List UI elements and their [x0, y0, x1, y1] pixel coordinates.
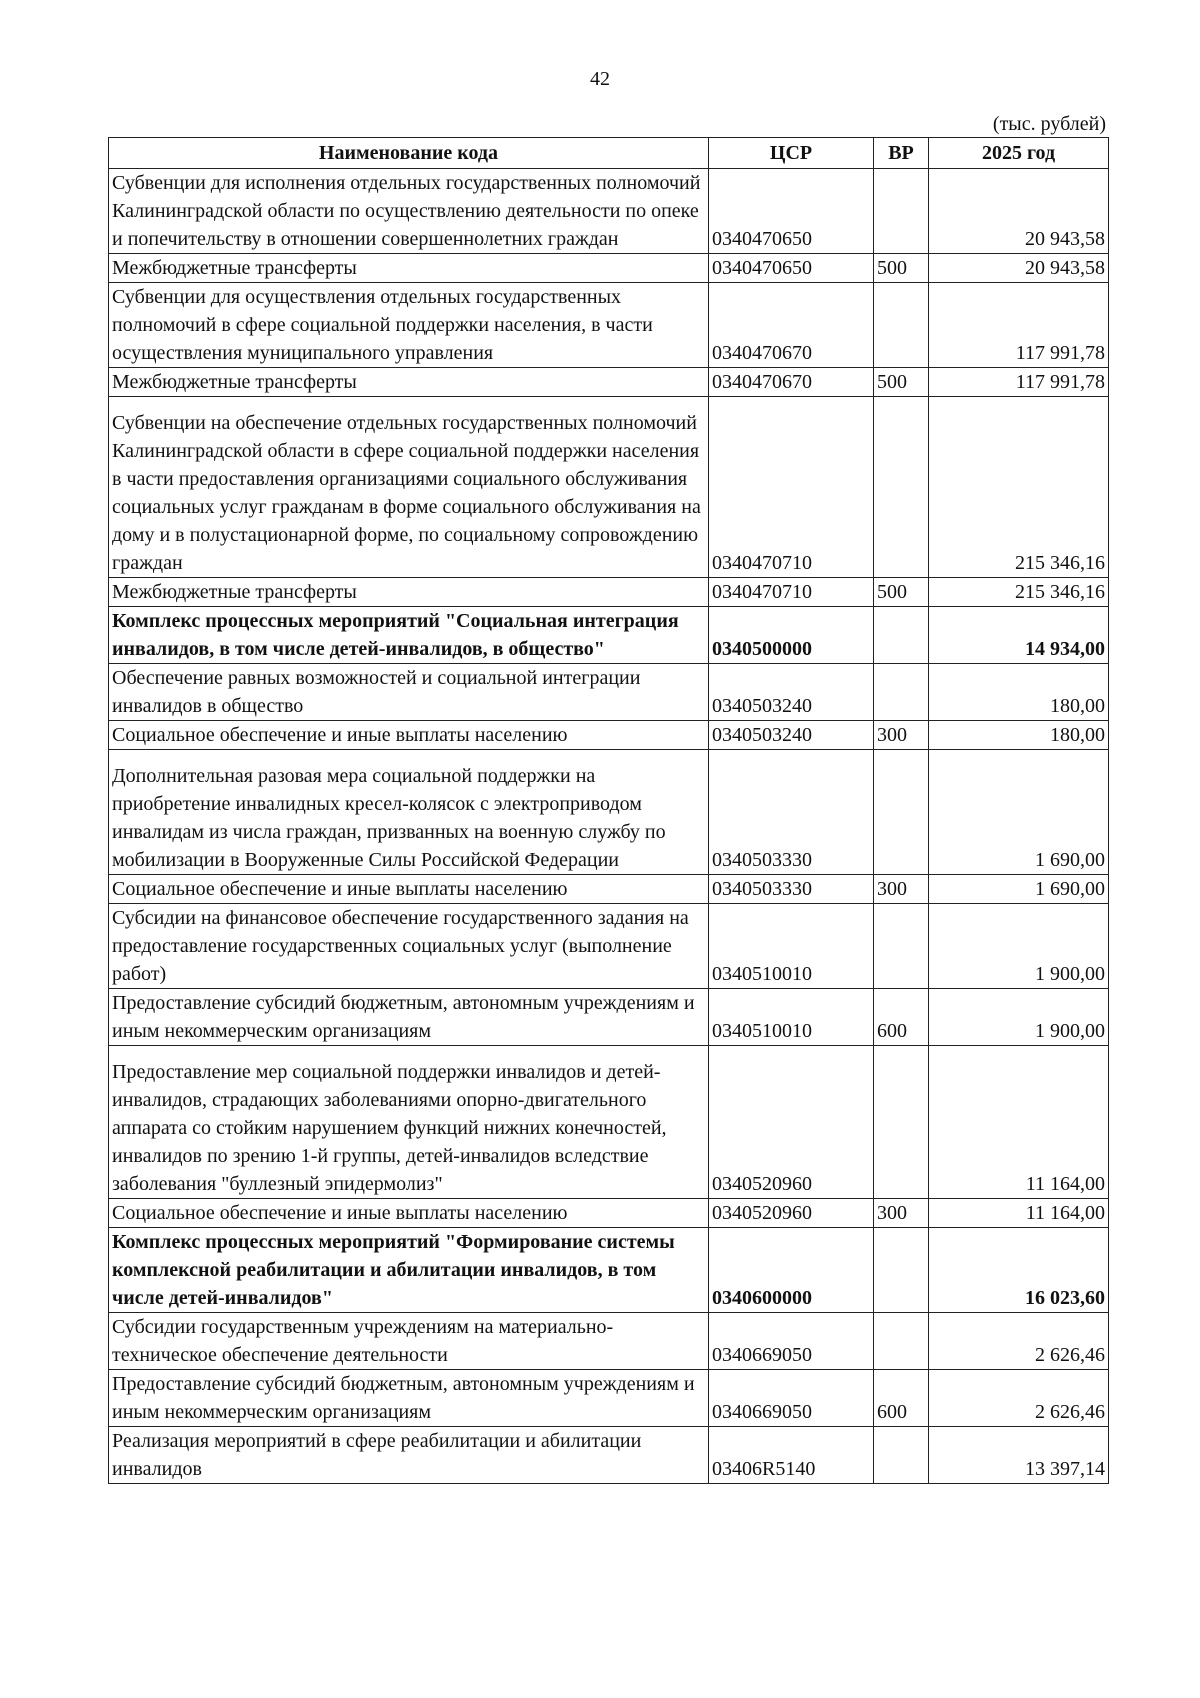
row-vr: [874, 1313, 929, 1370]
table-row-section: [109, 607, 1109, 664]
row-sum: 117 991,78: [929, 283, 1109, 368]
row-sum: 11 164,00: [929, 1199, 1109, 1228]
row-csr: 0340520960: [709, 1199, 874, 1228]
table-row: [109, 1313, 1109, 1370]
page-number: 42: [590, 68, 610, 90]
row-name: Социальное обеспечение и иные выплаты населению: [109, 721, 709, 750]
row-sum: 215 346,16: [929, 397, 1109, 578]
row-name: Реализация мероприятий в сфере реабилитации и абилитации инвалидов: [109, 1427, 709, 1484]
units-label: (тыс. рублей): [992, 113, 1106, 135]
row-csr: 0340669050: [709, 1370, 874, 1427]
table-row: [109, 368, 1109, 397]
row-csr: 0340470650: [709, 254, 874, 283]
row-name: Дополнительная разовая мера социальной поддержки на приобретение инвалидных кресел-колясок с электроприводом инвалидам из числа граждан, призванных на военную службу по мобилизации в Вооруженные Силы Российской Федерации: [109, 750, 709, 875]
row-name: Субвенции для осуществления отдельных государственных полномочий в сфере социальной поддержки населения, в части осуществления муниципального управления: [109, 283, 709, 368]
table-header-row: [109, 138, 1109, 169]
row-name: Предоставление мер социальной поддержки инвалидов и детей-инвалидов, страдающих заболеваниями опорно-двигательного аппарата со стойким нарушением функций нижних конечностей, инвалидов по зрению 1-й группы, детей-инвалидов вследствие заболевания "буллезный эпидермолиз": [109, 1046, 709, 1199]
row-csr: 0340503240: [709, 664, 874, 721]
table-row: [109, 1427, 1109, 1484]
header-year: 2025 год: [929, 138, 1109, 169]
row-vr: [874, 1427, 929, 1484]
table-row: [109, 1046, 1109, 1199]
row-sum: 180,00: [929, 721, 1109, 750]
row-csr: 0340470650: [709, 169, 874, 254]
table-row: [109, 397, 1109, 578]
row-sum: 117 991,78: [929, 368, 1109, 397]
row-csr: 0340669050: [709, 1313, 874, 1370]
row-vr: 600: [874, 989, 929, 1046]
row-csr: 0340470670: [709, 283, 874, 368]
row-vr: 300: [874, 721, 929, 750]
row-name: Комплекс процессных мероприятий "Формирование системы комплексной реабилитации и абилитации инвалидов, в том числе детей-инвалидов": [109, 1228, 709, 1313]
row-sum: 180,00: [929, 664, 1109, 721]
table-row-section: [109, 1228, 1109, 1313]
row-name: Социальное обеспечение и иные выплаты населению: [109, 875, 709, 904]
row-name: Предоставление субсидий бюджетным, автономным учреждениям и иным некоммерческим организациям: [109, 989, 709, 1046]
row-csr: 0340503330: [709, 875, 874, 904]
row-vr: 500: [874, 254, 929, 283]
row-name: Субвенции на обеспечение отдельных государственных полномочий Калининградской области в сфере социальной поддержки населения в части предоставления организациями социального обслуживания социальных услуг гражданам в форме социального обслуживания на дому и в полустационарной форме, по социальному сопровождению граждан: [109, 397, 709, 578]
row-csr: 0340500000: [709, 607, 874, 664]
table-row: [109, 989, 1109, 1046]
row-name: Субсидии государственным учреждениям на материально-техническое обеспечение деятельности: [109, 1313, 709, 1370]
row-sum: 2 626,46: [929, 1313, 1109, 1370]
row-csr: 0340510010: [709, 904, 874, 989]
row-vr: [874, 607, 929, 664]
header-name: Наименование кода: [109, 138, 709, 169]
row-name: Межбюджетные трансферты: [109, 254, 709, 283]
table-row: [109, 664, 1109, 721]
row-name: Социальное обеспечение и иные выплаты населению: [109, 1199, 709, 1228]
row-vr: [874, 664, 929, 721]
row-name: Комплекс процессных мероприятий "Социальная интеграция инвалидов, в том числе детей-инвалидов, в общество": [109, 607, 709, 664]
row-sum: 16 023,60: [929, 1228, 1109, 1313]
table-row: [109, 283, 1109, 368]
table-row: [109, 1370, 1109, 1427]
table-row: [109, 578, 1109, 607]
row-vr: [874, 169, 929, 254]
row-csr: 0340520960: [709, 1046, 874, 1199]
row-vr: 300: [874, 875, 929, 904]
row-csr: 0340503240: [709, 721, 874, 750]
row-vr: [874, 750, 929, 875]
budget-table: [108, 137, 1109, 1484]
table-row: [109, 875, 1109, 904]
row-csr: 0340503330: [709, 750, 874, 875]
row-vr: [874, 1228, 929, 1313]
row-sum: 1 690,00: [929, 750, 1109, 875]
row-name: Предоставление субсидий бюджетным, автономным учреждениям и иным некоммерческим организациям: [109, 1370, 709, 1427]
row-sum: 13 397,14: [929, 1427, 1109, 1484]
header-csr: ЦСР: [709, 138, 874, 169]
row-sum: 20 943,58: [929, 169, 1109, 254]
row-sum: 1 900,00: [929, 989, 1109, 1046]
row-csr: 0340600000: [709, 1228, 874, 1313]
row-name: Субвенции для исполнения отдельных государственных полномочий Калининградской области по осуществлению деятельности по опеке и попечительству в отношении совершеннолетних граждан: [109, 169, 709, 254]
row-name: Межбюджетные трансферты: [109, 578, 709, 607]
row-csr: 0340470710: [709, 578, 874, 607]
row-vr: 600: [874, 1370, 929, 1427]
row-sum: 14 934,00: [929, 607, 1109, 664]
row-vr: 300: [874, 1199, 929, 1228]
row-sum: 215 346,16: [929, 578, 1109, 607]
row-csr: 0340470670: [709, 368, 874, 397]
row-vr: [874, 1046, 929, 1199]
row-csr: 0340510010: [709, 989, 874, 1046]
row-csr: 03406R5140: [709, 1427, 874, 1484]
row-vr: 500: [874, 368, 929, 397]
header-vr: ВР: [874, 138, 929, 169]
table-row: [109, 254, 1109, 283]
row-sum: 20 943,58: [929, 254, 1109, 283]
row-sum: 1 690,00: [929, 875, 1109, 904]
row-sum: 2 626,46: [929, 1370, 1109, 1427]
row-sum: 1 900,00: [929, 904, 1109, 989]
table-row: [109, 904, 1109, 989]
table-row: [109, 721, 1109, 750]
table-row: [109, 169, 1109, 254]
table-row: [109, 750, 1109, 875]
row-vr: [874, 904, 929, 989]
row-name: Субсидии на финансовое обеспечение государственного задания на предоставление государственных социальных услуг (выполнение работ): [109, 904, 709, 989]
row-vr: [874, 283, 929, 368]
row-name: Межбюджетные трансферты: [109, 368, 709, 397]
row-name: Обеспечение равных возможностей и социальной интеграции инвалидов в общество: [109, 664, 709, 721]
row-sum: 11 164,00: [929, 1046, 1109, 1199]
row-csr: 0340470710: [709, 397, 874, 578]
row-vr: 500: [874, 578, 929, 607]
row-vr: [874, 397, 929, 578]
table-row: [109, 1199, 1109, 1228]
